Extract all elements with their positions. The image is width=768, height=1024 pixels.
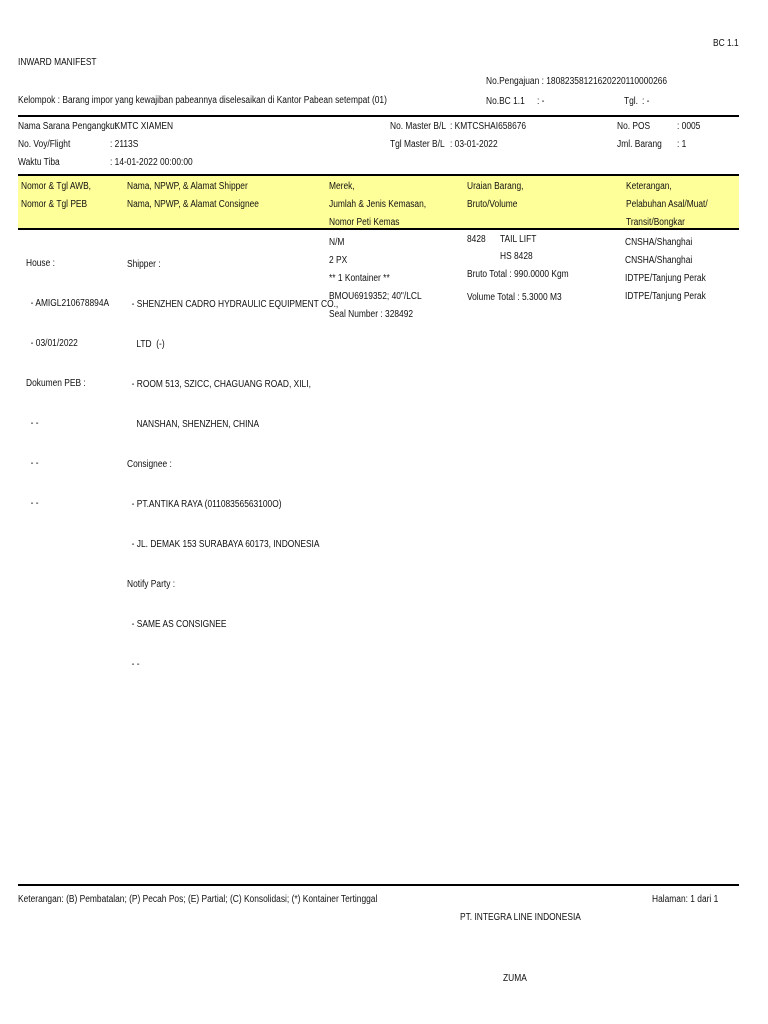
company-name: PT. INTEGRA LINE INDONESIA xyxy=(460,912,581,923)
top-divider xyxy=(18,115,739,117)
row-bruto: Bruto Total : 990.0000 Kgm xyxy=(467,269,569,280)
column-header-shipper: Nama, NPWP, & Alamat Shipper Nama, NPWP, & Alamat Consignee xyxy=(127,181,259,210)
master-bl-label: No. Master B/L xyxy=(390,121,447,132)
tgl-label: Tgl. xyxy=(624,96,639,107)
no-bc-label: No.BC 1.1 xyxy=(486,96,525,107)
row-keterangan-cell: CNSHA/Shanghai CNSHA/Shanghai IDTPE/Tanjung Perak IDTPE/Tanjung Perak xyxy=(625,237,706,302)
pos-label: No. POS xyxy=(617,121,651,132)
voy-value: : 2113S xyxy=(110,139,139,150)
master-bl-value: : KMTCSHAI658676 xyxy=(450,121,527,132)
row-awb-cell: House : - AMIGL210678894A - 03/01/2022 Dokumen PEB : - - - - - - xyxy=(26,258,110,509)
column-header-merek: Merek, Jumlah & Jenis Kemasan, Nomor Peti Kemas xyxy=(329,181,427,228)
waktu-value: : 14-01-2022 00:00:00 xyxy=(110,157,193,168)
row-uraian-desc: TAIL LIFT xyxy=(500,234,537,245)
tgl-master-value: : 03-01-2022 xyxy=(450,139,498,150)
no-pengajuan: No.Pengajuan : 18082358121620220110000266 xyxy=(486,76,668,87)
tgl-value: : - xyxy=(642,96,650,107)
page-title: INWARD MANIFEST xyxy=(18,57,97,68)
no-bc-value: : - xyxy=(537,96,545,107)
row-merek-cell: N/M 2 PX ** 1 Kontainer ** BMOU6919352; 40"/LCL Seal Number : 328492 xyxy=(329,237,422,320)
row-volume: Volume Total : 5.3000 M3 xyxy=(467,292,562,303)
kelompok: Kelompok : Barang impor yang kewajiban pabeannya diselesaikan di Kantor Pabean setempat (01) xyxy=(18,95,387,106)
row-parties-cell: Shipper : - SHENZHEN CADRO HYDRAULIC EQUIPMENT CO., LTD (-) - ROOM 513, SZICC, CHAGUANG ROAD, XILI, NANSHAN, SHENZHEN, CHINA Consignee : - PT.ANTIKA RAYA (01108356563100O) - JL. DEMAK 153 SURABAYA 60173, INDONESIA Notify Party : - SAME AS CONSIGNEE - - xyxy=(127,259,339,670)
footer-rule xyxy=(18,884,739,886)
jml-label: Jml. Barang xyxy=(617,139,662,150)
nama-sarana-value: : KMTC XIAMEN xyxy=(110,121,174,132)
tgl-master-label: Tgl Master B/L xyxy=(390,139,445,150)
nama-sarana-label: Nama Sarana Pengangkut xyxy=(18,121,118,132)
signer-name: ZUMA xyxy=(503,973,527,984)
column-header-keterangan: Keterangan, Pelabuhan Asal/Muat/ Transit/Bongkar xyxy=(626,181,708,228)
column-header-awb: Nomor & Tgl AWB, Nomor & Tgl PEB xyxy=(21,181,92,210)
document-code: BC 1.1 xyxy=(713,38,739,49)
row-uraian-hs: HS 8428 xyxy=(500,251,533,262)
jml-value: : 1 xyxy=(677,139,687,150)
waktu-label: Waktu Tiba xyxy=(18,157,60,168)
row-uraian-code: 8428 xyxy=(467,234,486,245)
voy-label: No. Voy/Flight xyxy=(18,139,71,150)
footer-legend: Keterangan: (B) Pembatalan; (P) Pecah Pos; (E) Partial; (C) Konsolidasi; (*) Kontainer Tertinggal xyxy=(18,894,378,905)
page-number: Halaman: 1 dari 1 xyxy=(652,894,719,905)
pos-value: : 0005 xyxy=(677,121,701,132)
column-header-uraian: Uraian Barang, Bruto/Volume xyxy=(467,181,524,210)
